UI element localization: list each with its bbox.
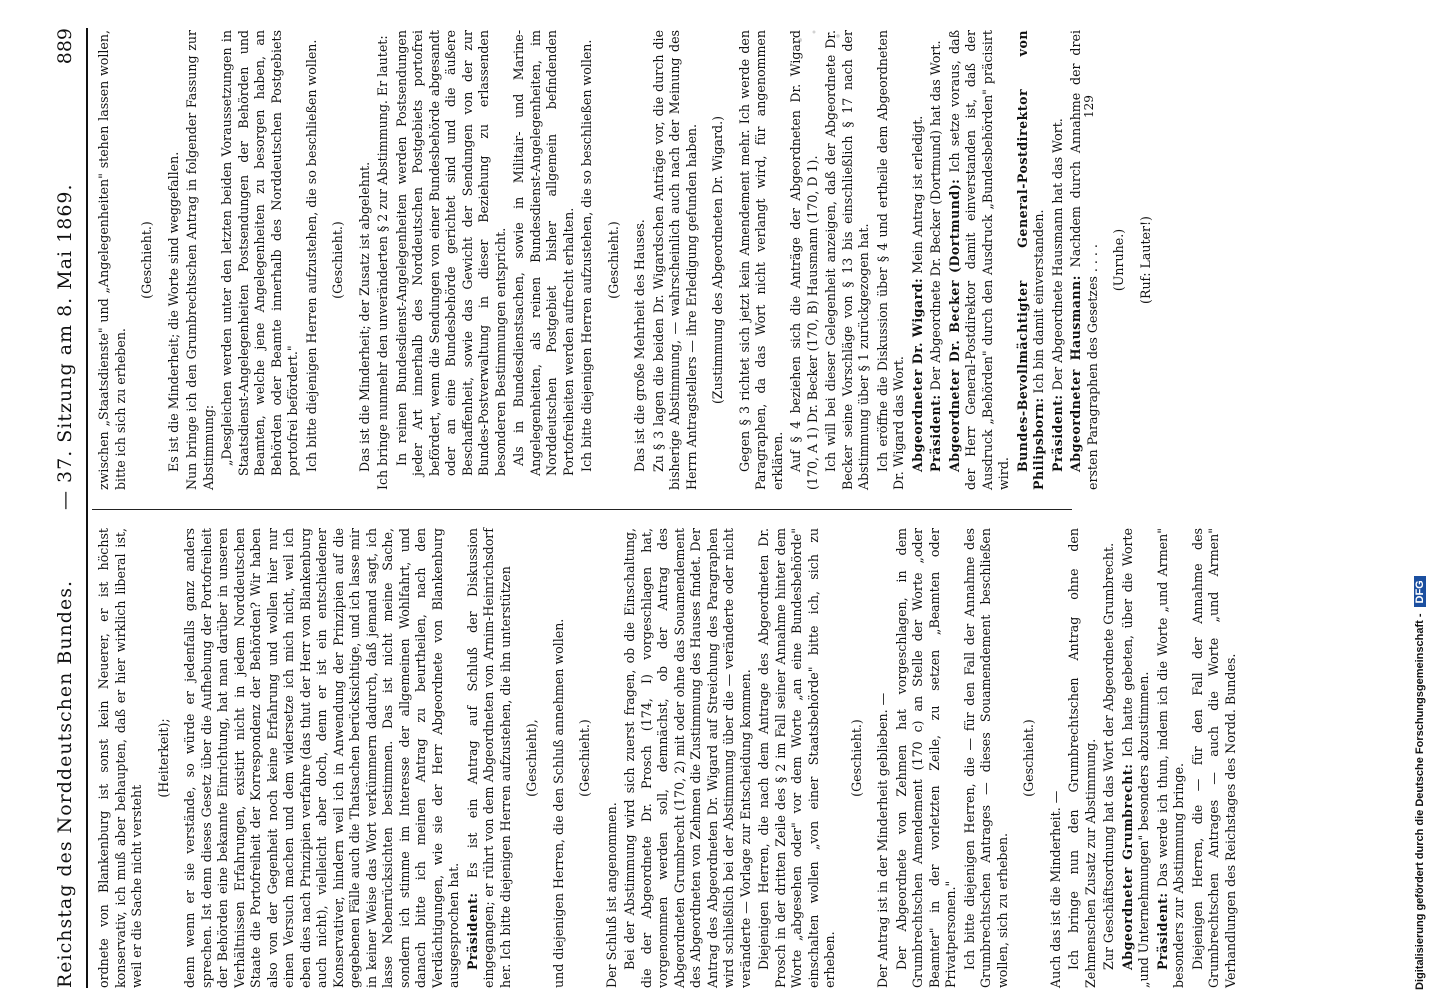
stage-direction [330,30,347,490]
paragraph [651,30,701,490]
speaker-name: Abgeordneter Hausmann: [1068,275,1083,472]
paragraph [875,528,892,988]
speaker-name: Präsident: [928,394,943,472]
paragraph [1101,528,1118,988]
paragraph-text: (Geschieht.) [330,221,345,299]
paragraph-text: Ich bitte diejenigen Herren, die — für den Fall der Annahme des Grumbrechtschen Antrages — dieses Souamendement beschließen wollen, sich zu erheben. [961,528,1010,988]
paragraph [823,30,873,490]
paragraph-text: zwischen „Staatsdienste" und „Angelegenheiten" stehen lassen wollen, bitte ich sich zu erheben. [96,30,128,490]
paragraph [184,30,217,490]
paragraph [579,30,596,490]
speaker-name: Bundes-Bevollmächtigter General-Postdirektor von Philipsborn: [1014,30,1046,490]
speech-paragraph [928,30,945,490]
speaker-name: Präsident: [1049,394,1065,472]
paragraph-text: Es ist ein Antrag auf Schluß der Diskussion eingegangen; er rührt von dem Abgeordneten von Arnim-Heinrichsdorf her. Ich bitte diejenigen Herren aufzustehen, die ihn unterstützen [464,528,513,988]
paragraph [511,30,577,490]
speaker-name: Abgeordneter Grumbrecht: [1119,763,1135,970]
paragraph [632,30,649,490]
stage-direction [710,30,727,490]
speaker-name: Präsident: [1154,892,1170,970]
stage-direction [139,30,156,490]
stage-direction [1138,30,1155,490]
paragraph-text: Es ist die Minderheit; die Worte sind weggefallen. [165,151,181,472]
paragraph [756,528,839,988]
paragraph-text: (Unruhe.) [1111,228,1126,292]
dfg-credit-text: Digitalisierung gefördert durch die Deutsche Forschungsgemeinschaft - [1414,613,1426,990]
paragraph-text: Das ist die Minderheit; der Zusatz ist abgelehnt. [356,161,372,472]
paragraph-text: Als in Bundesdienstsachen, sowie in Militair- und Marine-Angelegenheiten, als reinen Bundesdienst-Angelegenheiten, im Norddeutschen Postgebiet bisher allgemein befindenden Portofreiheiten werden aufrecht erhalten. [511,30,576,476]
paragraph-text: Ich bringe nun den Grumbrechtschen Antrag ohne den Zehmenschen Zusatz zur Abstimmung. [1066,528,1098,988]
header-left-title: Reichstag des Norddeutschen Bundes. [54,580,76,988]
speech-paragraph [1050,30,1067,490]
paragraph [1048,528,1065,988]
paragraph [96,528,146,988]
paragraph [219,30,302,490]
paragraph-text: Das ist die große Mehrheit des Hauses. [632,219,647,472]
speech-paragraph [910,30,927,490]
paragraph-text: Der Schluß ist angenommen. [603,802,619,988]
paragraph [604,528,621,988]
paragraph [962,528,1012,988]
paragraph-text: Auf § 4 beziehen sich die Anträge der Abgeordneten Dr. Wigard (170, A 1) Dr. Becker (170, B) Hausmann (170, D 1). [788,30,820,490]
paragraph-text: ordnete von Blankenburg ist sonst kein Neuerer, er ist höchst konservativ, ich muß aber behaupten, daß er hier wirklich liberal ist, weil er die Sache nicht versteht [96,528,144,988]
dfg-side-note [1396,0,1426,1000]
paragraph-text: Ich bin damit einverstanden. [1031,209,1046,394]
paragraph-text: Der Antrag ist in der Minderheit geblieben. — [875,692,890,988]
stage-direction [1021,528,1038,988]
paragraph-text: Ich hatte gebeten, über die Worte „und Unternehmungen" besonders abzustimmen. [1119,528,1151,988]
rotated-sheet [52,28,1352,988]
stage-direction [524,528,541,988]
paragraph-text: (Zustimmung des Abgeordneten Dr. Wigard.) [710,115,725,405]
paragraph-text: Diejenigen Herren, die — für den Fall der Annahme des Grumbrechtschen Antrages — auch die Worte „und Armen" Verhandlungen des Reichstages des Nordd. Bundes. [1189,528,1238,988]
header-right-title: — 37. Sitzung am 8. Mai 1869. [54,183,76,510]
paragraph-text: (Geschieht.) [577,719,592,797]
paragraph-text: (Ruf: Lauter!) [1137,216,1153,304]
paragraph-text: Der Abgeordnete Hausmann hat das Wort. [1049,118,1065,391]
dfg-logo: DFG [1414,576,1426,607]
paragraph [737,30,787,490]
paragraph-text: (Geschieht.) [605,221,621,299]
paragraph-text: Ich bitte diejenigen Herren aufzustehen, die so beschließen wollen. [303,39,319,472]
paragraph-text: Nachdem durch Annahme der drei ersten Paragraphen des Gesetzes . . . . [1068,30,1100,490]
paragraph-text: Ich setze voraus, daß der Herr General-Postdirektor damit einverstanden ist, daß der Ausdruck „Behörden" durch den Ausdruck „Bundesbehörden" präcisirt wird. [946,29,1011,490]
paragraph-text: Gegen § 3 richtet sich jetzt kein Amendement mehr. Ich werde den Paragraphen, da das Wort nicht verlangt wird, für angenommen erklären. [736,30,785,490]
paragraph [1190,528,1240,988]
stage-direction [156,528,173,988]
speech-paragraph [1155,528,1188,988]
paragraph [894,528,960,988]
paragraph [788,30,821,490]
speaker-name: Abgeordneter Dr. Becker (Dortmund): [946,178,962,472]
column-divider [92,509,1072,510]
signature-mark: 129 [1082,95,1096,118]
left-column [96,528,1241,988]
paragraph [166,30,183,490]
paragraph-text: Diejenigen Herren, die nach dem Antrage des Abgeordneten Dr. Prosch in der dritten Zeile des § 2 im Fall seiner Annahme hinter dem Worte „abgesehen oder" vor dem Worte „an eine Bundesbehörde" einschalten wollen „von einer Staatsbehörde" bitte ich, sich zu erheben. [756,528,837,988]
paragraph-text: (Geschieht), [524,719,539,797]
paragraph-text: denn wenn er sie verstände, so würde er jedenfalls ganz anders sprechen. Ist denn dieses Gesetz über die Aufhebung der Portofreiheit der Behörden eine bekannte Einrichtung, hat man darüber in unseren Verhältnissen Erfahrungen, existirt nicht in jedem Norddeutschen Staate die Portofreiheit der Korrespondenz der Behörden? Wir haben also von der Gegenheit noch keine Erfahrung und wollen hier nur einen Versuch machen und dem widersetze ich mich nicht, weil ich eben dies nach Prinzipien verfahre (das thut der Herr von Blankenburg auch nicht), vielleicht aber doch, denn er ist ein entschiedener Konservativer, hindern weil ich in Anwendung der Prinzipien auf die gegebenen Fälle auch die Thatsachen berücksichtige, und ich lasse mir in keiner Weise das Wort verkümmern dadurch, daß jemand sagt, ich lasse Nebenrücksichten bestimmen. Das ist nicht meine Sache, sondern ich stimme im Interesse der allgemeinen Wohlfahrt, und danach bitte ich meinen Antrag zu beurtheilen, nach den Verdächtigungen, wie sie der Herr Abgeordnete von Blankenburg ausgesprochen hat. [182,528,461,988]
paragraph-text: (Heiterkeit); [155,718,171,798]
paragraph-text: Das werde ich thun, indem ich die Worte „und Armen" besonders zur Abstimmung bringe. [1154,528,1186,988]
paragraph [182,528,463,988]
paragraph-text: Mein Antrag ist erledigt. [909,115,925,274]
paragraph [875,30,908,490]
paragraph [1066,528,1099,988]
stage-direction [606,30,623,490]
speech-paragraph [465,528,515,988]
paragraph-text: (Geschieht.) [139,221,154,299]
stage-direction [1111,30,1128,490]
paragraph-text: „Desgleichen werden unter den letzten beiden Voraussetzungen in Staatsdienst-Angelegenheiten Postsendungen der Behörden und Beamten, welche jene Angelegenheiten zu besorgen haben, an Behörden oder Beamte innerhalb des Norddeutschen Postgebiets portofrei befördert." [219,30,300,476]
paragraph [394,30,510,490]
paragraph-text: Ich bringe nunmehr den unveränderten § 2 zur Abstimmung. Er lautet: [375,35,390,490]
page-header [52,28,88,988]
paragraph-text: Zur Geschäftsordnung hat das Wort der Abgeordnete Grumbrecht. [1101,542,1116,970]
speech-paragraph [1120,528,1153,988]
stage-direction [577,528,594,988]
paragraph [357,30,374,490]
paragraph-text: Der Abgeordnete Dr. Becker (Dortmund) hat das Wort. [928,40,943,391]
speech-paragraph [1015,30,1048,490]
paragraph [96,30,129,490]
paragraph-text: Ich will bei dieser Gelegenheit anzeigen, daß der Abgeordnete Dr. Becker seine Vorschläge von § 13 bis einschließlich § 17 nach der Abstimmung über § 1 zurückgezogen hat. [823,30,871,490]
paragraph-text: In reinen Bundesdienst-Angelegenheiten werden Postsendungen jeder Art innerhalb des Norddeutschen Postgebiets portofrei befördert, wenn die Sendungen von einer Bundesbehörde abgesandt oder an eine Bundesbehörde gerichtet sind und die äußere Beschaffenheit, sowie das Gewicht der Sendungen von der zur Bundes-Postverwaltung in dieser Beziehung zu erlassenden besonderen Bestimmungen entspricht. [393,30,508,476]
paragraph-text: Bei der Abstimmung wird sich zuerst fragen, ob die Einschaltung, die der Abgeordnete Dr. Prosch (174, I) vorgeschlagen hat, vorgenommen werden soll, demnächst, ob der Antrag des Abgeordneten Grumbrecht (170, 2) mit oder ohne das Souamendement des Abgeordneten von Zehmen die Zustimmung des Hauses findet. Der Antrag des Abgeordneten Dr. Wigard auf Streichung des Paragraphen wird schließlich bei der Abstimmung über die — veränderte oder nicht veränderte — Vorlage zur Entscheidung kommen. [622,528,753,988]
paragraph-text: Der Abgeordnete von Zehmen hat vorgeschlagen, in dem Grumbrechtschen Amendement (170 c) an Stelle der Worte „oder Beamter" in der vorletzten Zeile, zu setzen „Beamten oder Privatpersonen." [893,528,958,988]
speaker-name: Präsident: [464,892,480,970]
paragraph-text: (Geschieht.) [848,719,864,797]
paragraph [551,528,568,988]
speaker-name: Abgeordneter Dr. Wigard: [909,277,925,472]
paragraph-text: Ich eröffne die Diskussion über § 4 und ertheile dem Abgeordneten Dr. Wigard das Wort. [874,30,906,490]
paragraph-text: Ich bitte diejenigen Herren aufzustehen, die so beschließen wollen. [579,39,594,472]
paragraph [622,528,754,988]
right-column [96,30,1164,490]
paragraph [304,30,321,490]
paragraph [375,30,392,490]
speech-paragraph [947,30,1013,490]
stage-direction [849,528,866,988]
scan-smudge [790,20,850,60]
paragraph-text: (Geschieht.) [1021,719,1036,797]
dfg-credit [1414,576,1426,990]
paragraph-text: Nun bringe ich den Grumbrechtschen Antrag in folgender Fassung zur Abstimmung: [184,30,216,490]
paragraph-text: und diejenigen Herren, die den Schluß annehmen wollen. [550,618,566,988]
page-number: 889 [54,28,76,65]
paragraph-text: Auch das ist die Minderheit. — [1047,790,1063,988]
paragraph-text: Zu § 3 lagen die beiden Dr. Wigardschen Anträge vor, die durch die bisherige Abstimmung, — wahrscheinlich auch nach der Meinung des Herrn Antragstellers — ihre Erledigung gefunden haben. [650,30,699,490]
